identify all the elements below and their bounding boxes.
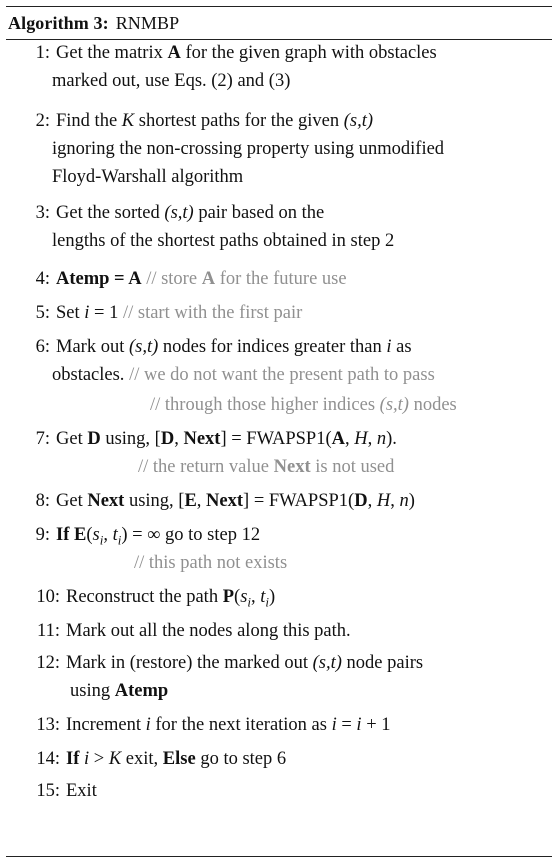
step-text: D: [160, 429, 175, 449]
step-13-line-1: [6, 714, 391, 736]
step-text: ) = ∞ go to step 12: [121, 525, 261, 545]
step-12-line-2: [70, 680, 168, 702]
step-text: Next: [87, 491, 125, 511]
step-text: H: [376, 491, 391, 511]
step-text: >: [89, 749, 109, 769]
step-text: Get the matrix: [56, 43, 168, 63]
step-text: i: [247, 594, 252, 610]
step-text: obstacles.: [52, 365, 130, 385]
step-text: Mark out all the nodes along this path.: [66, 621, 351, 641]
step-12-line-1: [6, 652, 423, 674]
step-10-line-1: [6, 586, 275, 614]
step-text: Increment: [66, 715, 146, 735]
step-15-line-1: [6, 780, 97, 802]
step-9-line-2: [134, 552, 287, 574]
step-text: (s,t): [379, 395, 409, 415]
bottom-rule: [6, 856, 552, 857]
step-7-line-1: [6, 428, 397, 450]
step-text: n: [376, 429, 387, 449]
step-text: using, [: [124, 491, 185, 511]
step-text: Next: [206, 491, 244, 511]
algorithm-steps: [6, 40, 552, 856]
step-text: Mark out: [56, 337, 129, 357]
step-number: 12:: [36, 653, 60, 673]
step-text: i: [145, 715, 151, 735]
algorithm-header: [6, 7, 552, 39]
step-text: t: [260, 587, 266, 607]
step-text: =: [336, 715, 357, 735]
step-text: A: [331, 429, 346, 449]
step-1-line-2: [52, 70, 290, 92]
step-text: K: [108, 749, 122, 769]
step-text: Find the: [56, 111, 122, 131]
step-text: ,: [367, 429, 377, 449]
step-text: If: [66, 749, 80, 769]
step-text: using, [: [100, 429, 161, 449]
step-text: ).: [386, 429, 397, 449]
step-6-line-2: [52, 364, 435, 386]
step-text: E: [184, 491, 197, 511]
step-text: n: [399, 491, 409, 511]
step-text: E: [74, 525, 87, 545]
step-text: exit,: [121, 749, 163, 769]
step-text: // the return value: [138, 457, 274, 477]
step-number: 6:: [35, 337, 50, 357]
step-number: 10:: [36, 587, 60, 607]
step-6-line-1: [6, 336, 412, 358]
step-text: ,: [367, 491, 377, 511]
step-text: ): [408, 491, 415, 511]
step-text: D: [354, 491, 368, 511]
step-text: // this path not exists: [134, 553, 288, 573]
step-text: ,: [103, 525, 113, 545]
step-number: 7:: [35, 429, 50, 449]
step-7-line-2: [138, 456, 394, 478]
step-text: K: [121, 111, 135, 131]
step-text: i: [331, 715, 337, 735]
step-2-line-3: [52, 166, 243, 188]
step-text: nodes for indices greater than: [158, 337, 387, 357]
algorithm-box: [6, 6, 552, 857]
step-text: nodes: [408, 395, 457, 415]
step-text: (s,t): [343, 111, 374, 131]
step-text: H: [354, 429, 368, 449]
step-text: go to step 6: [195, 749, 287, 769]
step-text: Reconstruct the path: [66, 587, 223, 607]
step-text: ,: [345, 429, 355, 449]
step-text: i: [386, 337, 392, 357]
step-text: ,: [196, 491, 207, 511]
step-2-line-2: [52, 138, 444, 160]
step-14-line-1: [6, 748, 286, 770]
step-text: i: [84, 749, 90, 769]
step-text: for the next iteration as: [150, 715, 332, 735]
step-text: D: [87, 429, 101, 449]
algorithm-label: Algorithm 3:: [8, 12, 109, 33]
step-text: // store: [141, 269, 202, 289]
step-text: ignoring the non-crossing property using unmodified: [52, 139, 445, 159]
step-text: i: [117, 532, 122, 548]
step-text: Get: [56, 429, 88, 449]
step-text: = 1: [89, 303, 119, 323]
step-text: Exit: [66, 781, 97, 801]
step-text: (: [234, 587, 241, 607]
step-text: using: [70, 681, 115, 701]
step-text: as: [391, 337, 412, 357]
step-4-line-1: [6, 268, 347, 290]
step-number: 5:: [35, 303, 50, 323]
step-text: (s,t): [312, 653, 342, 673]
step-number: 4:: [35, 269, 50, 289]
step-text: ,: [174, 429, 184, 449]
step-text: marked out, use Eqs. (2) and (3): [52, 71, 291, 91]
step-number: 11:: [37, 621, 60, 641]
step-text: P: [222, 587, 235, 607]
step-8-line-1: [6, 490, 415, 512]
step-text: + 1: [361, 715, 391, 735]
step-text: ] = FWAPSP1(: [243, 491, 355, 511]
step-11-line-1: [6, 620, 351, 642]
step-text: s: [92, 525, 100, 545]
step-text: i: [99, 532, 104, 548]
step-text: A: [167, 43, 181, 63]
step-5-line-1: [6, 302, 302, 324]
step-6-line-3: [150, 394, 457, 416]
step-text: Next: [183, 429, 221, 449]
step-number: 2:: [35, 111, 50, 131]
step-3-line-2: [52, 230, 394, 252]
step-text: ): [269, 587, 276, 607]
step-text: t: [112, 525, 118, 545]
step-text: Floyd-Warshall algorithm: [52, 167, 244, 187]
step-text: ,: [390, 491, 400, 511]
step-text: for the future use: [215, 269, 347, 289]
step-text: // start with the first pair: [118, 303, 303, 323]
step-text: (s,t): [164, 203, 194, 223]
step-text: lengths of the shortest paths obtained in step 2: [52, 231, 395, 251]
step-text: ] = FWAPSP1(: [220, 429, 332, 449]
step-text: Set: [56, 303, 85, 323]
step-text: i: [356, 715, 362, 735]
step-text: A: [201, 269, 216, 289]
algorithm-name: RNMBP: [115, 12, 180, 33]
step-text: Next: [273, 457, 311, 477]
step-text: ,: [251, 587, 261, 607]
step-text: s: [240, 587, 248, 607]
step-text: node pairs: [341, 653, 424, 673]
step-text: Get: [56, 491, 88, 511]
step-number: 14:: [36, 749, 60, 769]
step-number: 15:: [36, 781, 60, 801]
step-text: Atemp: [114, 681, 169, 701]
step-text: is not used: [310, 457, 395, 477]
step-text: Mark in (restore) the marked out: [66, 653, 313, 673]
step-text: i: [84, 303, 90, 323]
step-number: 1:: [35, 43, 50, 63]
step-text: (: [86, 525, 93, 545]
step-text: for the given graph with obstacles: [180, 43, 437, 63]
step-2-line-1: [6, 110, 373, 132]
step-1-line-1: [6, 42, 437, 64]
step-text: i: [265, 594, 270, 610]
step-text: // through those higher indices: [150, 395, 380, 415]
step-number: 3:: [35, 203, 50, 223]
step-3-line-1: [6, 202, 324, 224]
step-text: (s,t): [128, 337, 159, 357]
step-number: 9:: [35, 525, 50, 545]
step-text: shortest paths for the given: [134, 111, 344, 131]
step-number: 8:: [35, 491, 50, 511]
step-text: If: [56, 525, 70, 545]
step-text: Atemp = A: [56, 269, 142, 289]
step-text: // we do not want the present path to pass: [129, 365, 435, 385]
step-text: Get the sorted: [56, 203, 165, 223]
step-9-line-1: [6, 524, 260, 552]
step-number: 13:: [36, 715, 60, 735]
step-text: Else: [162, 749, 196, 769]
step-text: pair based on the: [193, 203, 325, 223]
